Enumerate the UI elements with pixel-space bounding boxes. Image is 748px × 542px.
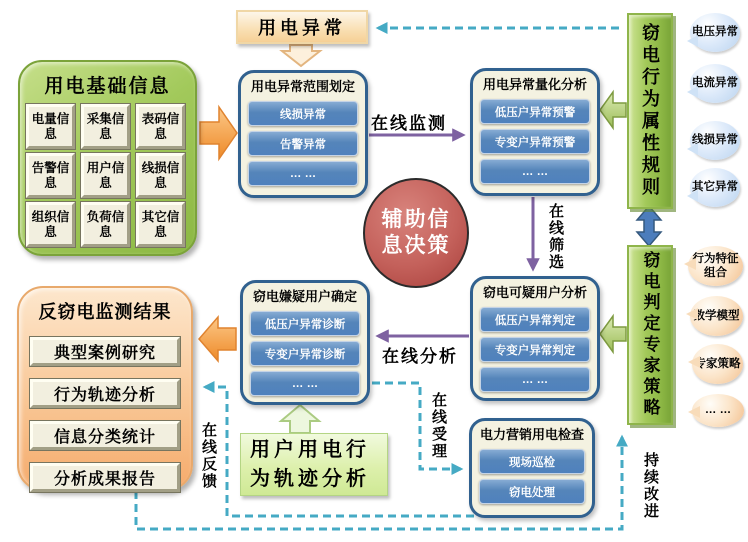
inspection-item: 现场巡检 (479, 449, 585, 474)
suspect-analysis-panel (470, 276, 600, 401)
basic-info-cell: 表码信息 (136, 104, 185, 149)
expert-box (627, 245, 673, 425)
result-item: 分析成果报告 (30, 463, 180, 492)
arrow-trajectory-to-confirm (281, 405, 319, 433)
suspect-analysis-item: 低压户异常判定 (480, 307, 590, 332)
label-online-analyze: 在线分析 (382, 347, 458, 366)
scope-item: 告警异常 (248, 131, 358, 156)
scope-panel (238, 70, 368, 198)
expert-bubble: 数学模型 (690, 296, 743, 336)
rules-bubble: 电流异常 (690, 64, 740, 103)
suspect-confirm-item: … … (250, 371, 360, 396)
rules-title: 窃电行为属性规则 (640, 23, 660, 199)
label-continuous-improve: 持续改进 (642, 452, 659, 520)
basic-info-cell: 用户信息 (81, 153, 130, 198)
expert-bubble: … … (692, 394, 744, 427)
label-online-filter: 在线筛选 (547, 203, 564, 271)
suspect-analysis-item: … … (480, 367, 590, 392)
result-item: 信息分类统计 (30, 421, 180, 450)
trajectory-label: 用户用电行为轨迹分析 (250, 438, 370, 490)
result-item: 典型案例研究 (30, 337, 180, 366)
label-online-feedback: 在线反馈 (200, 422, 217, 490)
expert-bubble: 行为特征组合 (688, 246, 743, 286)
inspection-panel (469, 418, 595, 518)
basic-info-cell: 告警信息 (26, 153, 75, 198)
inspection-item: 窃电处理 (479, 479, 585, 504)
suspect-analysis-item: 专变户异常判定 (480, 337, 590, 362)
rules-bubble: 线损异常 (690, 121, 740, 160)
quant-panel (470, 68, 600, 196)
basic-info-cell: 组织信息 (26, 202, 75, 247)
trajectory-box (240, 433, 388, 496)
results-box (17, 286, 193, 491)
quant-item: … … (480, 159, 590, 184)
arrow-expert-to-analysis (600, 316, 626, 352)
expert-bubble: 专家策略 (692, 344, 743, 384)
inspection-panel-title: 电力营销用电检查 (480, 427, 585, 442)
suspect-confirm-item: 专变户异常诊断 (250, 341, 360, 366)
arrow-rules-to-quant (600, 92, 626, 128)
decision-ellipse (363, 178, 469, 288)
label-online-monitor: 在线监测 (371, 114, 447, 133)
quant-item: 低压户异常预警 (480, 99, 590, 124)
basic-info-cell: 采集信息 (81, 104, 130, 149)
basic-info-cell: 其它信息 (136, 202, 185, 247)
result-item: 行为轨迹分析 (30, 379, 180, 408)
arrow-rules-expert-bidirectional (637, 206, 661, 246)
arrow-banner-to-scope (282, 45, 320, 66)
results-title: 反窃电监测结果 (38, 302, 172, 322)
basic-info-box (18, 60, 197, 256)
rules-bubble: 其它异常 (690, 168, 740, 207)
rules-box (627, 13, 673, 209)
suspect-confirm-panel (240, 280, 370, 405)
suspect-analysis-title: 窃电可疑用户分析 (482, 285, 587, 300)
quant-panel-title: 用电异常量化分析 (482, 77, 587, 92)
scope-item: 线损异常 (248, 101, 358, 126)
basic-info-grid (26, 104, 185, 247)
expert-title: 窃电判定专家策略 (640, 251, 660, 419)
suspect-confirm-item: 低压户异常诊断 (250, 311, 360, 336)
label-online-accept: 在线受理 (430, 392, 447, 460)
decision-label: 辅助信息决策 (381, 207, 451, 257)
basic-info-cell: 电量信息 (26, 104, 75, 149)
arrow-basic-to-scope (200, 107, 237, 159)
basic-info-title: 用电基础信息 (44, 76, 171, 97)
scope-item: … … (248, 161, 358, 186)
quant-item: 专变户异常预警 (480, 129, 590, 154)
basic-info-cell: 负荷信息 (81, 202, 130, 247)
suspect-confirm-title: 窃电嫌疑用户确定 (252, 289, 357, 304)
basic-info-cell: 线损信息 (136, 153, 185, 198)
scope-panel-title: 用电异常范围划定 (250, 79, 355, 94)
rules-bubble: 电压异常 (690, 13, 740, 52)
abnormal-usage-banner: 用电异常 (236, 10, 368, 44)
arrow-confirm-to-results (199, 317, 236, 361)
